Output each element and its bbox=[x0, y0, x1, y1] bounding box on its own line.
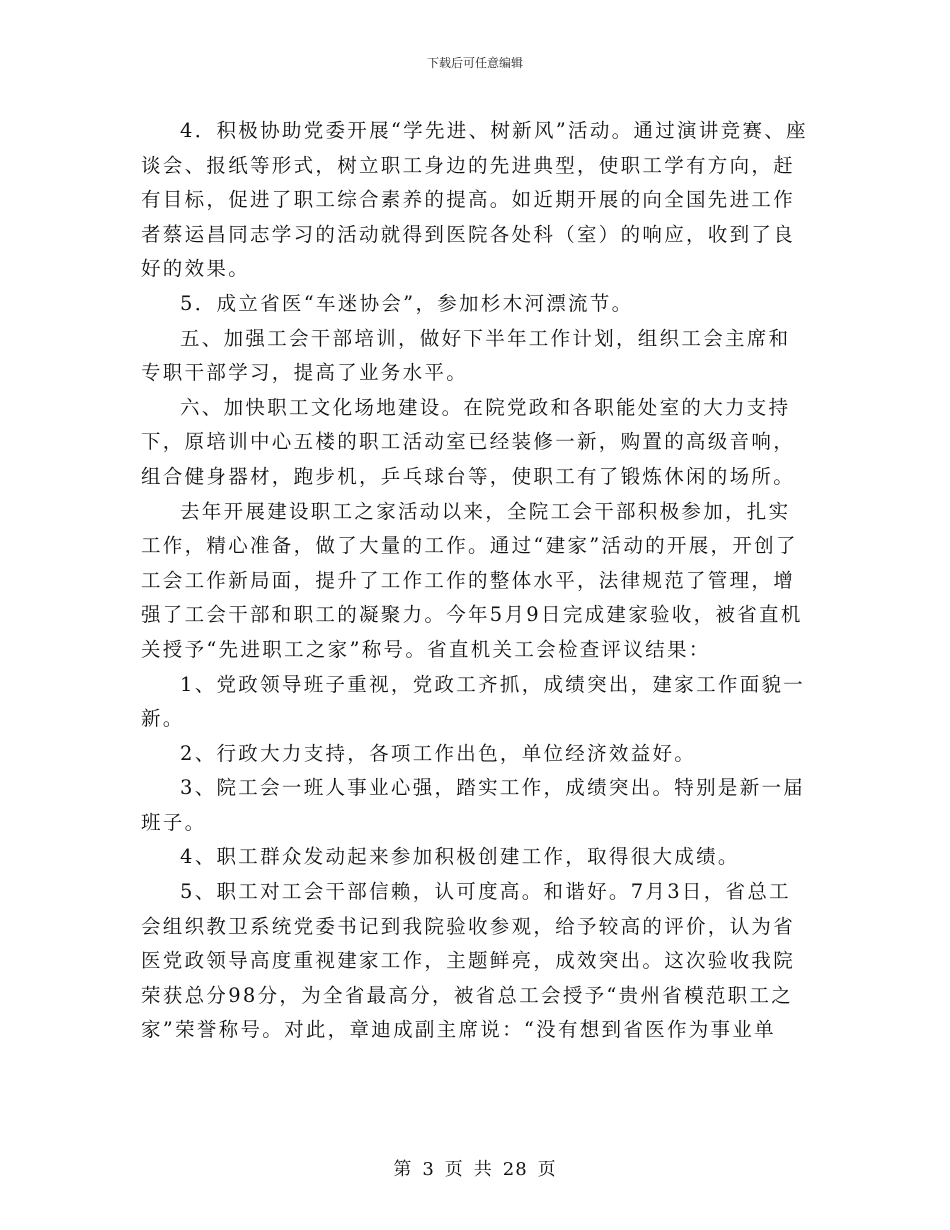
page-label-prefix: 第 bbox=[393, 1159, 413, 1180]
paragraph-item-4: 4．积极协助党委开展“学先进、树新风”活动。通过演讲竞赛、座谈会、报纸等形式，树立职工身边的先进典型，使职工学有方向，赶有目标，促进了职工综合素养的提高。如近期开展的向全国先进工作者蔡运昌同志学习的活动就得到医院各处科（室）的响应，收到了良好的效果。 bbox=[141, 119, 808, 281]
paragraph-result-1: 1、党政领导班子重视，党政工齐抓，成绩突出，建家工作面貌一新。 bbox=[141, 672, 806, 731]
page-number: 3 bbox=[422, 1159, 435, 1180]
page-header: 下载后可任意编辑 bbox=[426, 56, 523, 70]
page-footer bbox=[0, 1155, 950, 1181]
page-label-mid: 页 bbox=[444, 1159, 464, 1180]
paragraph-result-5: 5、职工对工会干部信赖，认可度高。和谐好。7月3日，省总工会组织教卫系统党委书记到我院验收参观，给予较高的评价，认为省医党政领导高度重视建家工作，主题鲜亮，成效突出。这次验收我院荣获总分98分，为全省最高分，被省总工会授予“贵州省模范职工之家”荣誉称号。对此，章迪成副主席说：“没有想到省医作为事业单 bbox=[141, 880, 796, 1042]
total-pages: 28 bbox=[502, 1159, 528, 1180]
paragraph-result-4: 4、职工群众发动起来参加积极创建工作，取得很大成绩。 bbox=[180, 845, 740, 869]
document-body bbox=[141, 114, 809, 1048]
paragraph-summary: 去年开展建设职工之家活动以来，全院工会干部积极参加，扎实工作，精心准备，做了大量的工作。通过“建家”活动的开展，开创了工会工作新局面，提升了工作工作的整体水平，法律规范了管理，增强了工会干部和职工的凝聚力。今年5月9日完成建家验收，被省直机关授予“先进职工之家”称号。省直机关工会检查评议结果： bbox=[141, 499, 803, 661]
paragraph-item-5: 5．成立省医“车迷协会”，参加杉木河漂流节。 bbox=[180, 291, 634, 315]
paragraph-result-3: 3、院工会一班人事业心强，踏实工作，成绩突出。特别是新一届班子。 bbox=[141, 776, 806, 834]
total-label: 共 bbox=[473, 1159, 493, 1180]
paragraph-section-6: 六、加快职工文化场地建设。在院党政和各职能处室的大力支持下，原培训中心五楼的职工活动室已经装修一新，购置的高级音响，组合健身器材，跑步机，乒乓球台等，使职工有了锻炼休闲的场所。 bbox=[141, 395, 796, 488]
paragraph-section-5: 五、加强工会干部培训，做好下半年工作计划，组织工会主席和专职干部学习，提高了业务水平。 bbox=[141, 326, 791, 385]
page-label-suffix: 页 bbox=[537, 1159, 557, 1180]
paragraph-result-2: 2、行政大力支持，各项工作出色，单位经济效益好。 bbox=[180, 741, 697, 765]
